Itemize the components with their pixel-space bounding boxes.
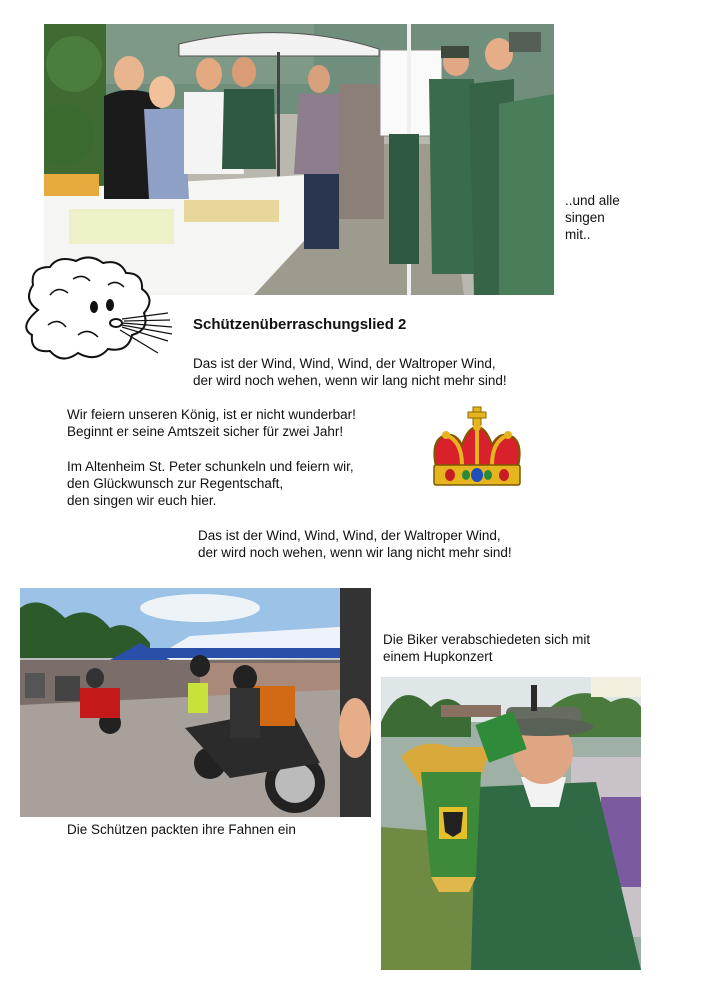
caption-bikers-line: Die Biker verabschiedeten sich mit bbox=[383, 632, 591, 647]
song-line: Wir feiern unseren König, ist er nicht wunderbar! bbox=[67, 407, 356, 422]
caption-bikers-line: einem Hupkonzert bbox=[383, 649, 493, 664]
crown-icon bbox=[426, 405, 528, 491]
song-refrain-2 bbox=[198, 527, 512, 561]
caption-top-right-line: singen bbox=[565, 210, 605, 225]
caption-top-right-line: ..und alle bbox=[565, 193, 620, 208]
song-verse-1 bbox=[67, 406, 356, 440]
photo-flag-packing bbox=[381, 677, 641, 970]
caption-top-right bbox=[565, 192, 620, 243]
wind-cloud-illustration bbox=[18, 255, 174, 370]
song-line: der wird noch wehen, wenn wir lang nicht mehr sind! bbox=[193, 373, 507, 388]
caption-bikers bbox=[383, 631, 590, 665]
song-line: Das ist der Wind, Wind, Wind, der Waltroper Wind, bbox=[198, 528, 501, 543]
photo-bikers bbox=[20, 588, 371, 817]
song-line: Das ist der Wind, Wind, Wind, der Waltroper Wind, bbox=[193, 356, 496, 371]
song-line: Beginnt er seine Amtszeit sicher für zwei Jahr! bbox=[67, 424, 344, 439]
caption-flags: Die Schützen packten ihre Fahnen ein bbox=[67, 822, 296, 837]
song-title: Schützenüberraschungslied 2 bbox=[193, 316, 407, 333]
song-line: den singen wir euch hier. bbox=[67, 493, 217, 508]
song-line: den Glückwunsch zur Regentschaft, bbox=[67, 476, 284, 491]
caption-top-right-line: mit.. bbox=[565, 227, 591, 242]
song-refrain-1 bbox=[193, 355, 507, 389]
song-line: der wird noch wehen, wenn wir lang nicht mehr sind! bbox=[198, 545, 512, 560]
song-verse-2 bbox=[67, 458, 354, 509]
song-line: Im Altenheim St. Peter schunkeln und feiern wir, bbox=[67, 459, 354, 474]
